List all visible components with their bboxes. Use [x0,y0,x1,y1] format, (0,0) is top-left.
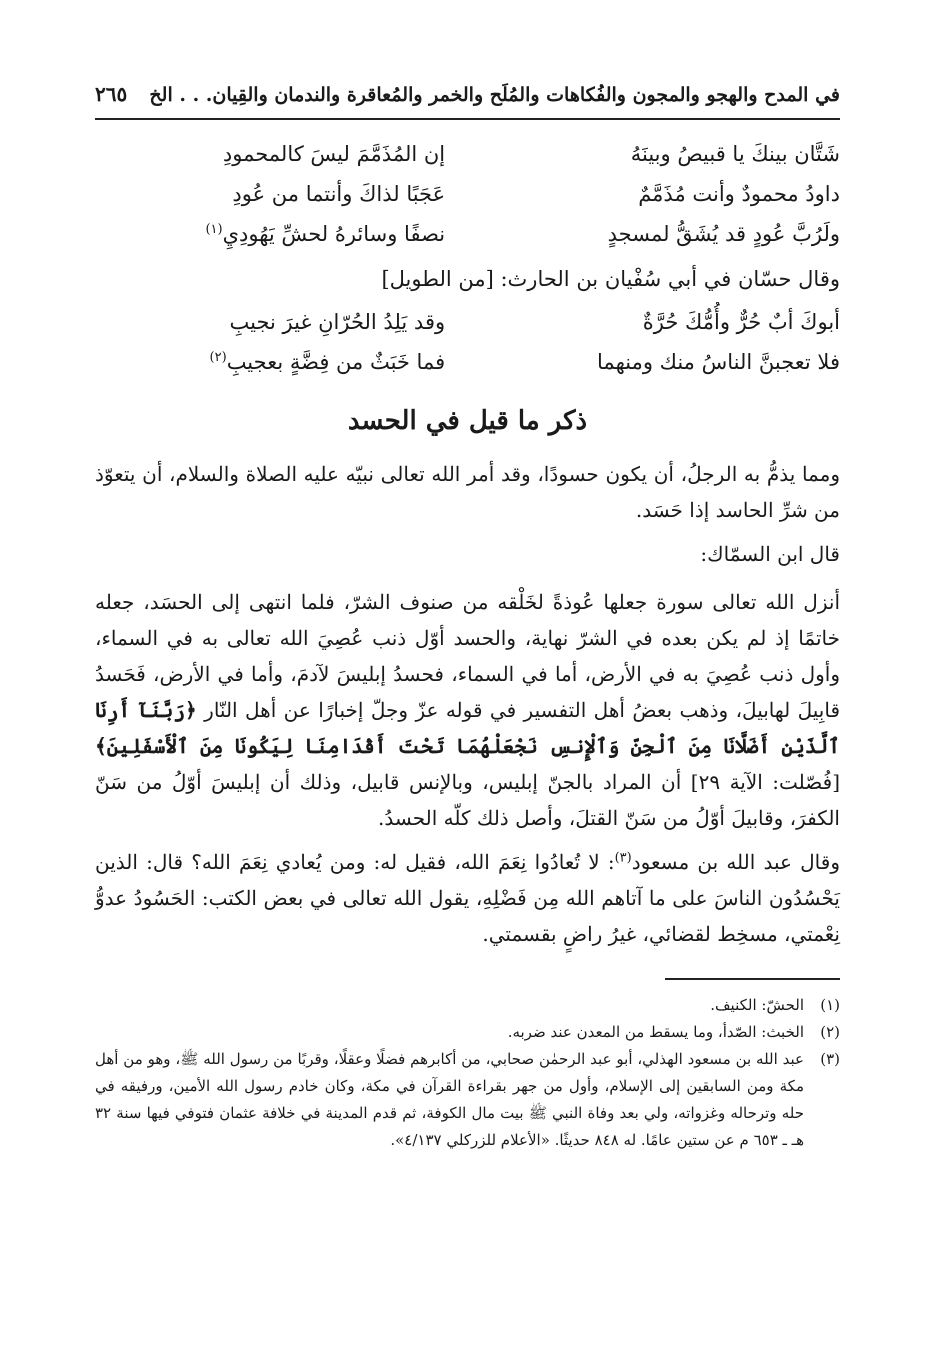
footnote-marker[interactable]: (٣) [614,850,632,866]
footnote-marker[interactable]: (٢) [209,350,227,365]
footnote-text: عبد الله بن مسعود الهذلي، أبو عبد الرحمٰن صحابي، من أكابرهم فضلًا وعقلًا، وقربًا من رسول الله ﷺ، وهو من أهل مكة ومن السابقين إلى الإسلام، وأول من جهر بقراءة القرآن في مكة، وكان خادم رسول الله الأمين، ورفيقه في حله وترحاله وغزواته، ولي بعد وفاة النبي ﷺ بيت مال الكوفة، ثم قدم المدينة في خلافة عثمان فتوفي فيها سنة ٣٢ هـ ـ ٦٥٣ م عن ستين عامًا. له ٨٤٨ حديثًا. «الأعلام للزركلي ٤/١٣٧». [95,1050,804,1149]
verse-line [95,134,840,174]
section-title: ذكر ما قيل في الحسد [347,406,588,436]
paragraph-text: وقال عبد الله بن مسعود [631,850,840,874]
verse-second-hemistich: عَجَبًا لذاكَ وأنتما من عُودِ [232,182,446,206]
paragraph: قال ابن السمّاك: [700,542,840,566]
footnote [95,1046,840,1154]
paragraph [95,584,840,836]
footnote-text: الخبث: الصّدأ، وما يسقط من المعدن عند ضربه. [507,1023,804,1041]
quran-verse: ﴿رَبَّنَآ أَرِنَا ٱلَّذَيْنِ أَضَلَّانَا مِنَ ٱلْجِنِّ وَٱلْإِنسِ نَجْعَلْهُمَا تَحْتَ أَقْدَامِنَا لِيَكُونَا مِنَ ٱلْأَسْفَلِينَ﴾ [95,698,840,758]
paragraph-text: : لا تُعادُوا نِعَمَ الله، فقيل له: ومن يُعادي نِعَمَ الله؟ قال: الذين يَحْسُدُون الناسَ على ما آتاهم الله مِن فَضْلِهِ، يقول الله تعالى في بعض الكتب: الحَسُودُ عدوُّ نِعْمتي، مسخِط لقضائي، غيرُ راضٍ بقسمتي. [95,850,840,946]
footnote [95,1019,840,1046]
verse-text: فما خَبَثٌ من فِضَّةٍ بعجيبِ [226,350,446,374]
verse-line [95,214,840,254]
footnote-divider [665,978,840,980]
paragraph: ومما يذمُّ به الرجلُ، أن يكون حسودًا، وقد أمر الله تعالى نبيّه عليه الصلاة والسلام، أن يتعوّذ من شرِّ الحاسد إذا حَسَد. [95,462,840,522]
verse-text: نصفًا وسائرهُ لحشِّ يَهُودِيِ [222,222,446,246]
verse-line [95,302,840,342]
verse-first-hemistich: ولَرُبَّ عُودٍ قد يُشَقُّ لمسجدٍ [607,222,840,246]
verse-second-hemistich [95,342,445,382]
book-page [95,70,840,1154]
poem-hamziyya [95,134,840,254]
page-number: ٢٦٥ [95,82,128,106]
footnote-number: (١) [820,996,840,1014]
running-header [95,70,840,120]
paragraph [95,844,840,952]
verse-first-hemistich: شَتَّان بينكَ يا قبيصُ وبينَهُ [630,142,840,166]
footnote-number: (٢) [820,1023,840,1041]
verse-second-hemistich [95,214,445,254]
verse-second-hemistich: وقد يَلِدُ الحُرّانِ غيرَ نجيبِ [229,310,446,334]
footnote-number: (٣) [820,1050,840,1068]
verse-first-hemistich: أبوكَ أبٌ حُرٌّ وأُمُّكَ حُرَّةٌ [642,310,840,334]
verse-first-hemistich: فلا تعجبنَّ الناسُ منك ومنهما [597,350,840,374]
verse-line [95,342,840,382]
footnote-marker[interactable]: (١) [205,222,223,237]
footnote-text: الحشّ: الكنيف. [710,996,804,1014]
verse-second-hemistich: إن المُذَمَّمَ ليسَ كالمحمودِ [222,142,446,166]
verse-first-hemistich: داودُ محمودٌ وأنت مُذَمَّمٌ [638,182,840,206]
poem-hassan [95,302,840,382]
paragraph-text: [فُصّلت: الآية ٢٩] أن المراد بالجنّ إبليس، وبالإنس قابيل، وذلك أن إبليسَ أوّلُ من سَنّ الكفرَ، وقابيلَ أوّلُ من سَنّ القتلَ، وأصل ذلك كلّه الحسدُ. [95,770,841,830]
header-title: في المدح والهجو والمجون والفُكاهات والمُلَح والخمر والمُعاقرة والندمان والقِيان. . . الخ [149,84,840,106]
paragraph-text: أنزل الله تعالى سورة جعلها عُوذةً لخَلْقه من صنوف الشرّ، فلما انتهى إلى الحسَد، جعله خاتمًا إذ لم يكن بعده في الشرّ نهاية، والحسد أوّل ذنب عُصِيَ الله تعالى به في السماء، وأول ذنب عُصِيَ به في الأرض، أما في السماء، فحسدُ إبليسَ لآدمَ، وأما في الأرض، فَحَسدُ قابِيلَ لهابيلَ، وذهب بعضُ أهل التفسير في قوله عزّ وجلّ إخبارًا عن أهل النّار [95,590,841,722]
verse-line [95,174,840,214]
poem-intro: وقال حسّان في أبي سُفْيان بن الحارث: [من الطويل] [381,267,840,291]
footnote [95,992,840,1019]
